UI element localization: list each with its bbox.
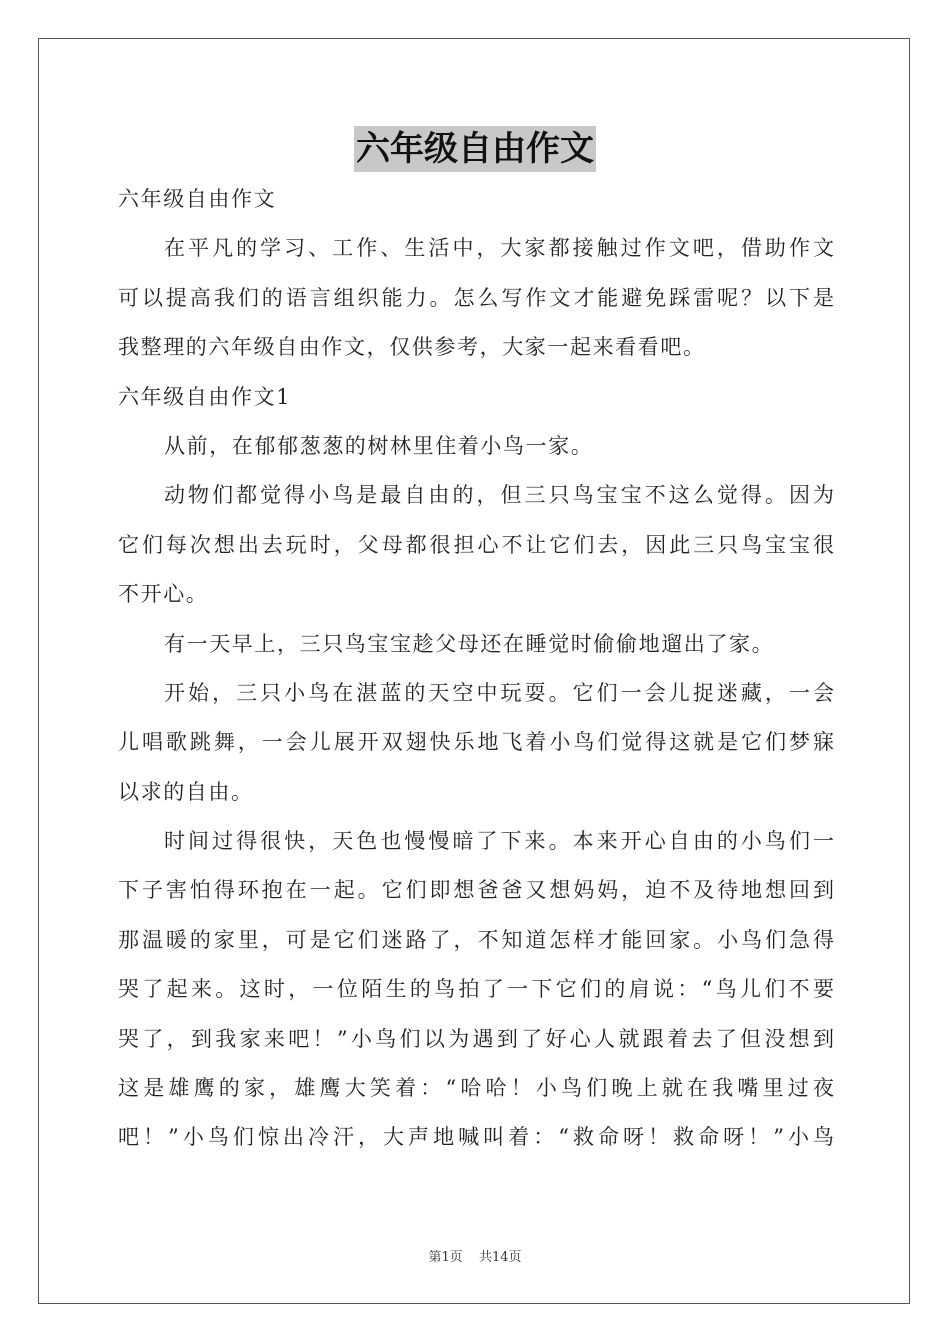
text-line: 下子害怕得环抱在一起。它们即想爸爸又想妈妈，迫不及待地想回到 bbox=[118, 878, 834, 903]
text-line: 它们每次想出去玩时，父母都很担心不让它们去，因此三只鸟宝宝很 bbox=[118, 532, 834, 557]
text-line: 可以提高我们的语言组织能力。怎么写作文才能避免踩雷呢？以下是 bbox=[118, 285, 834, 310]
text-line: 有一天早上，三只鸟宝宝趁父母还在睡觉时偷偷地遛出了家。 bbox=[164, 631, 775, 656]
document-title: 六年级自由作文 bbox=[354, 126, 596, 172]
text-line: 从前，在郁郁葱葱的树林里住着小鸟一家。 bbox=[164, 433, 594, 458]
text-line: 在平凡的学习、工作、生活中，大家都接触过作文吧，借助作文 bbox=[164, 236, 834, 261]
page-total: 共14页 bbox=[478, 1250, 522, 1265]
text-line: 儿唱歌跳舞，一会儿展开双翅快乐地飞着小鸟们觉得这就是它们梦寐 bbox=[118, 730, 834, 755]
document-body bbox=[118, 175, 834, 1163]
text-line: 不开心。 bbox=[118, 582, 209, 607]
text-line: 哭了，到我家来吧！”小鸟们以为遇到了好心人就跟着去了但没想到 bbox=[118, 1026, 834, 1051]
page-footer bbox=[0, 1246, 950, 1265]
text-line: 六年级自由作文1 bbox=[118, 384, 292, 409]
text-line: 哭了起来。这时，一位陌生的鸟拍了一下它们的肩说：“鸟儿们不要 bbox=[118, 977, 834, 1002]
page-number: 第1页 bbox=[428, 1250, 463, 1265]
text-line: 这是雄鹰的家，雄鹰大笑着：“哈哈！小鸟们晚上就在我嘴里过夜 bbox=[118, 1076, 834, 1101]
text-line: 我整理的六年级自由作文，仅供参考，大家一起来看看吧。 bbox=[118, 335, 706, 360]
text-line: 六年级自由作文 bbox=[118, 187, 277, 211]
text-line: 以求的自由。 bbox=[118, 779, 254, 804]
text-line: 吧！”小鸟们惊出冷汗，大声地喊叫着：“救命呀！救命呀！”小鸟 bbox=[118, 1125, 834, 1150]
text-line: 开始，三只小鸟在湛蓝的天空中玩耍。它们一会儿捉迷藏，一会 bbox=[164, 680, 834, 705]
text-line: 那温暖的家里，可是它们迷路了，不知道怎样才能回家。小鸟们急得 bbox=[118, 927, 834, 952]
text-line: 时间过得很快，天色也慢慢暗了下来。本来开心自由的小鸟们一 bbox=[164, 829, 834, 854]
text-line: 动物们都觉得小鸟是最自由的，但三只鸟宝宝不这么觉得。因为 bbox=[164, 483, 834, 508]
title-wrapper bbox=[0, 126, 950, 172]
